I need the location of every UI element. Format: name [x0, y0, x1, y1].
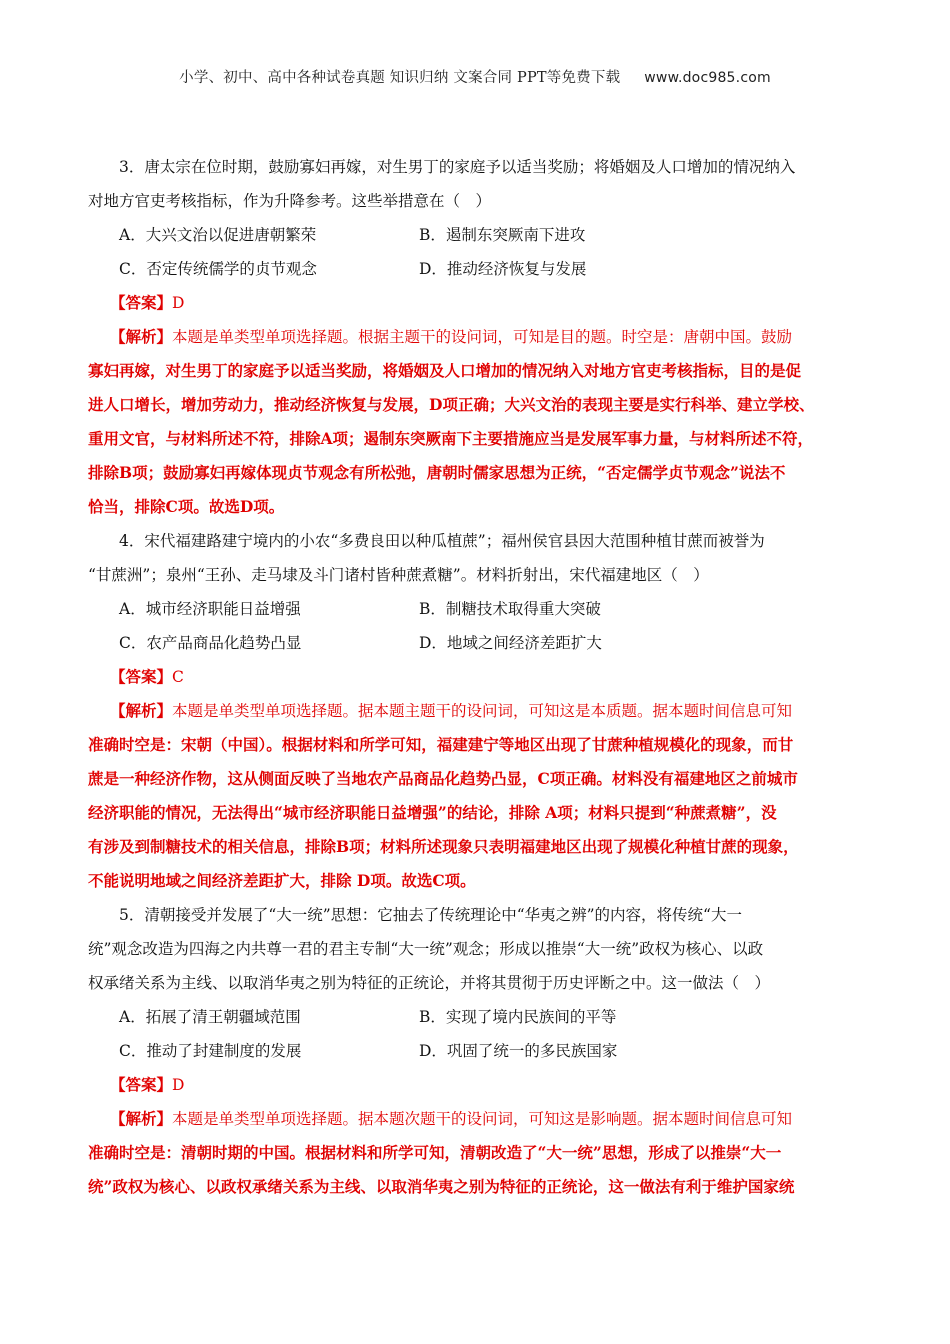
options-row — [88, 252, 868, 286]
header-text: 小学、初中、高中各种试卷真题 知识归纳 文案合同 PPT等免费下载 — [179, 70, 621, 86]
question-4 — [88, 524, 868, 898]
question-stem: 3．唐太宗在位时期，鼓励寡妇再嫁，对生男丁的家庭予以适当奖励；将婚姻及人口增加的情况纳入 — [119, 158, 796, 176]
option-b: B．制糖技术取得重大突破 — [419, 600, 601, 618]
options-row — [88, 626, 868, 660]
question-stem: 5．清朝接受并发展了“大一统”思想：它抽去了传统理论中“华夷之辨”的内容，将传统“大一 — [119, 906, 742, 924]
analysis-text: 重用文官，与材料所述不符，排除A项；遏制东突厥南下主要措施应当是发展军事力量，与材料所述不符， — [88, 429, 814, 448]
analysis-text: 恰当，排除C项。故选D项。 — [88, 497, 285, 516]
answer-tag: 【答案】 — [110, 667, 173, 686]
document-body — [88, 150, 868, 1204]
answer-value: C — [172, 668, 184, 686]
analysis-text: 有涉及到制糖技术的相关信息，排除B项；材料所述现象只表明福建地区出现了规模化种植甘蔗的现象， — [88, 837, 799, 856]
answer-line — [88, 286, 868, 320]
analysis-text: 准确时空是：宋朝（中国）。根据材料和所学可知，福建建宁等地区出现了甘蔗种植规模化的现象，而甘 — [88, 735, 794, 754]
analysis-tag: 【解析】 — [110, 1109, 173, 1128]
question-stem: 统”观念改造为四海之内共尊一君的君主专制“大一统”观念；形成以推崇“大一统”政权为核心、以政 — [88, 940, 764, 958]
analysis-text: 本题是单类型单项选择题。据本题主题干的设问词，可知这是本质题。据本题时间信息可知 — [172, 702, 793, 720]
option-b: B．实现了境内民族间的平等 — [419, 1008, 617, 1026]
options-row — [88, 1000, 868, 1034]
option-c: C．农产品商品化趋势凸显 — [119, 634, 302, 652]
analysis-text: 排除B项；鼓励寡妇再嫁体现贞节观念有所松弛，唐朝时儒家思想为正统，“否定儒学贞节观念”说法不 — [88, 463, 786, 482]
answer-line — [88, 660, 868, 694]
question-stem: 权承绪关系为主线、以取消华夷之别为特征的正统论，并将其贯彻于历史评断之中。这一做法（ ） — [88, 974, 771, 992]
options-row — [88, 1034, 868, 1068]
analysis-text: 进人口增长，增加劳动力，推动经济恢复与发展，D项正确；大兴文治的表现主要是实行科举、建立学校、 — [88, 395, 815, 414]
answer-tag: 【答案】 — [110, 293, 173, 312]
option-b: B．遏制东突厥南下进攻 — [419, 226, 586, 244]
analysis-text: 准确时空是：清朝时期的中国。根据材料和所学可知，清朝改造了“大一统”思想，形成了以推崇“大一 — [88, 1143, 782, 1162]
option-a: A．拓展了清王朝疆域范围 — [119, 1008, 301, 1026]
options-row — [88, 592, 868, 626]
page-header — [0, 66, 950, 87]
analysis-text: 统”政权为核心、以政权承绪关系为主线、以取消华夷之别为特征的正统论，这一做法有利于维护国家统 — [88, 1177, 795, 1196]
option-d: D．地域之间经济差距扩大 — [419, 634, 602, 652]
option-c: C．否定传统儒学的贞节观念 — [119, 260, 317, 278]
analysis-line — [88, 1102, 868, 1136]
option-d: D．巩固了统一的多民族国家 — [419, 1042, 618, 1060]
analysis-text: 寡妇再嫁，对生男丁的家庭予以适当奖励，将婚姻及人口增加的情况纳入对地方官吏考核指标，目的是促 — [88, 361, 802, 380]
options-row — [88, 218, 868, 252]
answer-line — [88, 1068, 868, 1102]
question-stem: 4．宋代福建路建宁境内的小农“多费良田以种瓜植蔗”；福州侯官县因大范围种植甘蔗而被誉为 — [119, 532, 765, 550]
analysis-line — [88, 320, 868, 354]
analysis-tag: 【解析】 — [110, 701, 173, 720]
option-d: D．推动经济恢复与发展 — [419, 260, 587, 278]
analysis-text: 本题是单类型单项选择题。根据主题干的设问词，可知是目的题。时空是：唐朝中国。鼓励 — [172, 328, 793, 346]
analysis-text: 本题是单类型单项选择题。据本题次题干的设问词，可知这是影响题。据本题时间信息可知 — [172, 1110, 793, 1128]
analysis-line — [88, 694, 868, 728]
option-c: C．推动了封建制度的发展 — [119, 1042, 302, 1060]
answer-value: D — [172, 294, 185, 312]
question-5 — [88, 898, 868, 1204]
analysis-text: 蔗是一种经济作物，这从侧面反映了当地农产品商品化趋势凸显，C项正确。材料没有福建地区之前城市 — [88, 769, 798, 788]
option-a: A．城市经济职能日益增强 — [119, 600, 301, 618]
analysis-text: 经济职能的情况，无法得出“城市经济职能日益增强”的结论，排除 A项；材料只提到“种蔗煮糖”，没 — [88, 803, 777, 822]
question-stem: “甘蔗洲”；泉州“王孙、走马埭及斗门诸村皆种蔗煮糖”。材料折射出，宋代福建地区（ ） — [88, 566, 709, 584]
analysis-text: 不能说明地域之间经济差距扩大，排除 D项。故选C项。 — [88, 871, 476, 890]
analysis-tag: 【解析】 — [110, 327, 173, 346]
question-3 — [88, 150, 868, 524]
header-site[interactable]: www.doc985.com — [644, 70, 771, 86]
answer-value: D — [172, 1076, 185, 1094]
question-stem: 对地方官吏考核指标，作为升降参考。这些举措意在（ ） — [88, 192, 492, 210]
answer-tag: 【答案】 — [110, 1075, 173, 1094]
option-a: A．大兴文治以促进唐朝繁荣 — [119, 226, 317, 244]
